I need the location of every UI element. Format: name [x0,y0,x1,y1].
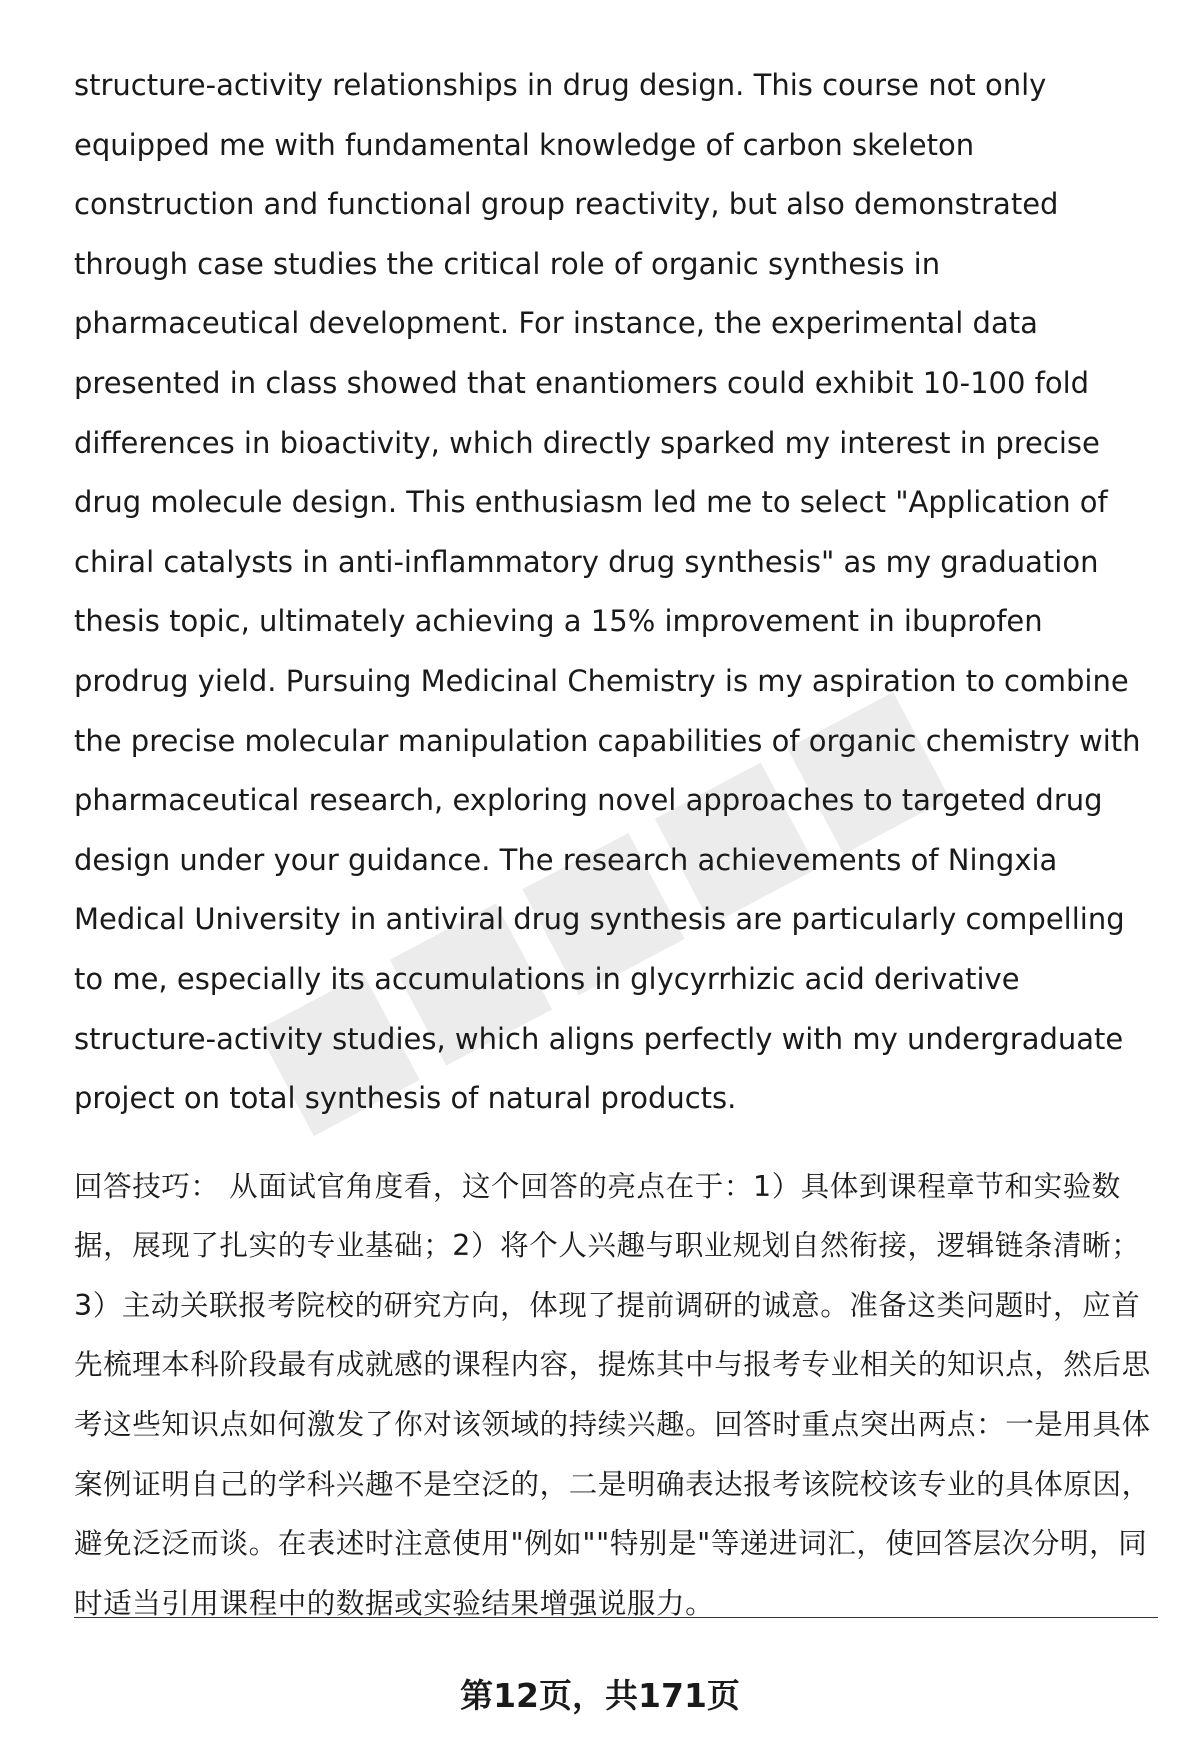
answer-paragraph: structure-activity relationships in drug design. This course not only equipped me with fundamental knowledge of carbon skeleton construction and functional group reactivity, but also demonstrated through case studies the critical role of organic synthesis in pharmaceutical development. For instance, the experimental data presented in class showed that enantiomers could exhibit 10-100 fold differences in bioactivity, which directly sparked my interest in precise drug molecule design. This enthusiasm led me to select "Application of chiral catalysts in anti-inflammatory drug synthesis" as my graduation thesis topic, ultimately achieving a 15% improvement in ibuprofen prodrug yield. Pursuing Medicinal Chemistry is my aspiration to combine the precise molecular manipulation capabilities of organic chemistry with pharmaceutical research, exploring novel approaches to targeted drug design under your guidance. The research achievements of Ningxia Medical University in antiviral drug synthesis are particularly compelling to me, especially its accumulations in glycyrrhizic acid derivative structure-activity studies, which aligns perfectly with my undergraduate project on total synthesis of natural products. [74,68,1141,1116]
document-page [74,56,1160,1633]
page-number: 第12页，共171页 [460,1676,740,1715]
answer-tips-paragraph: 回答技巧： 从面试官角度看，这个回答的亮点在于：1）具体到课程章节和实验数据，展现了扎实的专业基础；2）将个人兴趣与职业规划自然衔接，逻辑链条清晰；3）主动关联报考院校的研究方向，体现了提前调研的诚意。准备这类问题时，应首先梳理本科阶段最有成就感的课程内容，提炼其中与报考专业相关的知识点，然后思考这些知识点如何激发了你对该领域的持续兴趣。回答时重点突出两点：一是用具体案例证明自己的学科兴趣不是空泛的，二是明确表达报考该院校该专业的具体原因，避免泛泛而谈。在表述时注意使用"例如""特别是"等递进词汇，使回答层次分明，同时适当引用课程中的数据或实验结果增强说服力。 [74,1169,1151,1620]
